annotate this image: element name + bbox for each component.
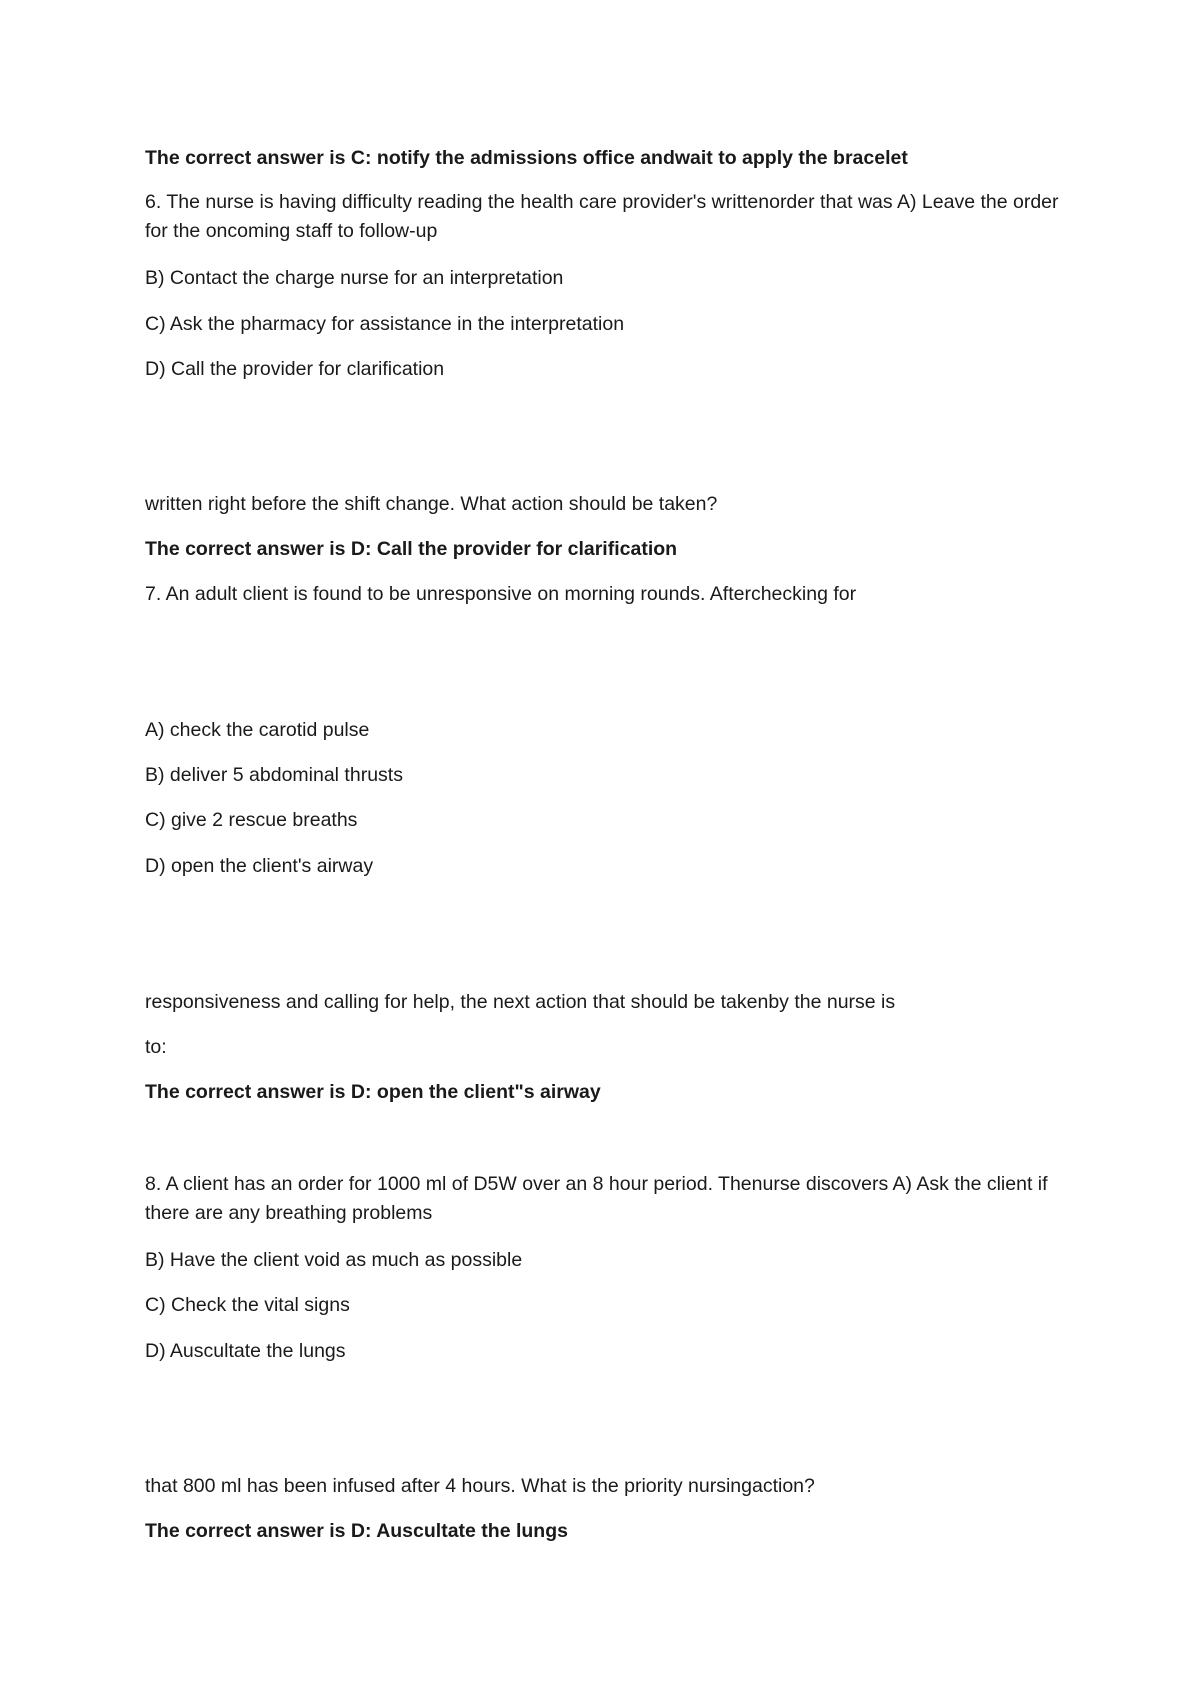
question-8-option-c: C) Check the vital signs: [145, 1294, 350, 1316]
question-6-option-b: B) Contact the charge nurse for an interpretation: [145, 267, 564, 289]
question-7-continuation-end: to:: [145, 1036, 167, 1058]
question-6-continuation: written right before the shift change. What action should be taken?: [145, 493, 718, 515]
question-6-text: 6. The nurse is having difficulty reading the health care provider's writtenorder that was A) Leave the order for the oncoming staff to follow-up: [145, 191, 1059, 242]
question-7-text: 7. An adult client is found to be unresponsive on morning rounds. Afterchecking for: [145, 583, 857, 605]
question-8-continuation: that 800 ml has been infused after 4 hours. What is the priority nursingaction?: [145, 1475, 815, 1497]
question-6-option-c: C) Ask the pharmacy for assistance in the interpretation: [145, 313, 625, 335]
answer-line-q6: The correct answer is D: Call the provider for clarification: [145, 538, 678, 560]
question-6-option-d: D) Call the provider for clarification: [145, 358, 445, 380]
question-7-option-b: B) deliver 5 abdominal thrusts: [145, 764, 403, 786]
answer-line-q7: The correct answer is D: open the client"s airway: [145, 1081, 601, 1103]
answer-line-q8: The correct answer is D: Auscultate the lungs: [145, 1520, 568, 1542]
answer-line-q5: The correct answer is C: notify the admissions office andwait to apply the bracelet: [145, 147, 908, 169]
question-8-option-b: B) Have the client void as much as possible: [145, 1249, 523, 1271]
question-7-option-d: D) open the client's airway: [145, 855, 374, 877]
question-7-option-a: A) check the carotid pulse: [145, 719, 370, 741]
question-7-continuation: responsiveness and calling for help, the next action that should be takenby the nurse is: [145, 991, 896, 1013]
question-7-option-c: C) give 2 rescue breaths: [145, 809, 358, 831]
question-8-option-d: D) Auscultate the lungs: [145, 1340, 346, 1362]
question-8-text: 8. A client has an order for 1000 ml of D5W over an 8 hour period. Thenurse discovers A) Ask the client if there are any breathing problems: [145, 1173, 1048, 1224]
